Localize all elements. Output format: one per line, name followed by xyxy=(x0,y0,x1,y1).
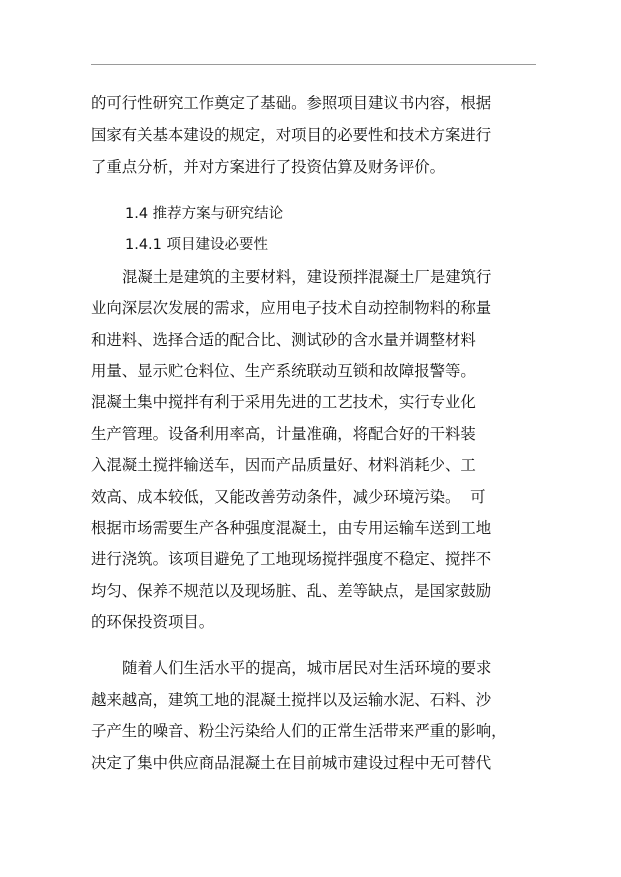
section-heading: 1.4 推荐方案与研究结论 xyxy=(125,206,284,222)
text-line: 均匀、保养不规范以及现场脏、乱、差等缺点，是国家鼓励 xyxy=(91,582,492,600)
text-line: 的环保投资项目。 xyxy=(91,613,215,631)
text-line: 随着人们生活水平的提高，城市居民对生活环境的要求 xyxy=(122,659,492,677)
subsection-heading: 1.4.1 项目建设必要性 xyxy=(125,237,269,253)
text-line: 国家有关基本建设的规定，对项目的必要性和技术方案进行 xyxy=(91,126,492,144)
text-line: 越来越高，建筑工地的混凝土搅拌以及运输水泥、石料、沙 xyxy=(91,691,492,709)
text-line: 子产生的噪音、粉尘污染给人们的正常生活带来严重的影响， xyxy=(91,722,507,740)
text-line: 了重点分析，并对方案进行了投资估算及财务评价。 xyxy=(91,158,445,176)
text-line: 入混凝土搅拌输送车，因而产品质量好、材料消耗少、工 xyxy=(91,456,476,474)
text-line: 业向深层次发展的需求，应用电子技术自动控制物料的称量 xyxy=(91,299,492,317)
text-line: 进行浇筑。该项目避免了工地现场搅拌强度不稳定、搅拌不 xyxy=(91,550,492,568)
text-line: 用量、显示贮仓料位、生产系统联动互锁和故障报警等。 xyxy=(91,362,476,380)
header-rule xyxy=(91,64,536,65)
text-line: 决定了集中供应商品混凝土在目前城市建设过程中无可替代 xyxy=(91,754,492,772)
text-line: 和进料、选择合适的配合比、测试砂的含水量并调整材料 xyxy=(91,331,476,349)
text-line: 生产管理。设备利用率高，计量准确，将配合好的干料装 xyxy=(91,425,476,443)
text-line: 混凝土是建筑的主要材料，建设预拌混凝土厂是建筑行 xyxy=(122,268,492,286)
text-line: 效高、成本较低，又能改善劳动条件，减少环境污染。 可 xyxy=(91,488,486,506)
text-line: 的可行性研究工作奠定了基础。参照项目建议书内容，根据 xyxy=(91,94,492,112)
text-line: 根据市场需要生产各种强度混凝土，由专用运输车送到工地 xyxy=(91,519,492,537)
text-line: 混凝土集中搅拌有利于采用先进的工艺技术，实行专业化 xyxy=(91,393,476,411)
